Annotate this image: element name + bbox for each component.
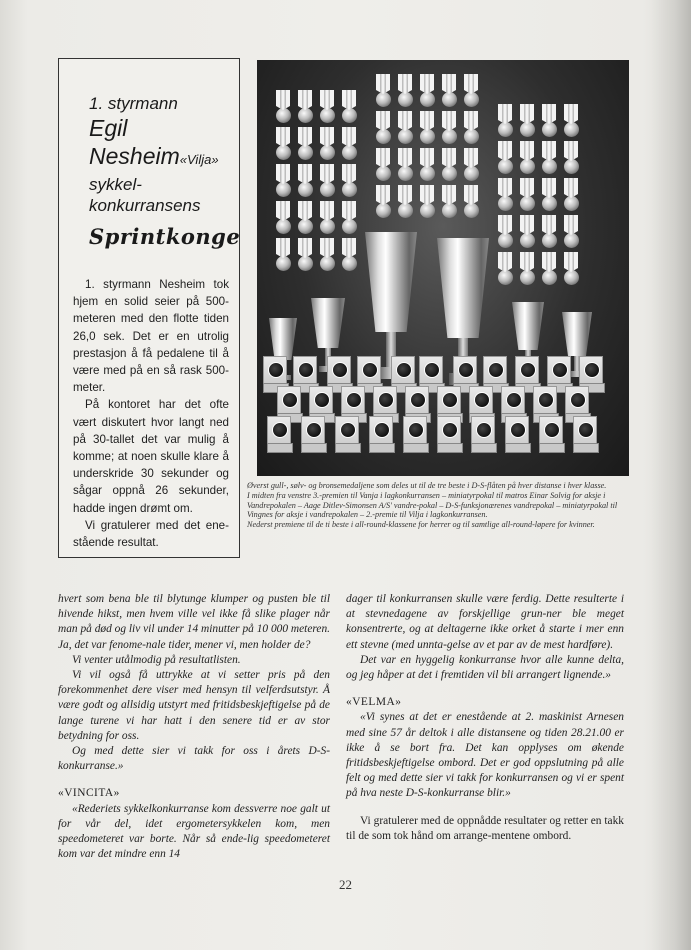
medal — [497, 141, 513, 174]
body-paragraph: «Vi synes at det er enestående at 2. maskinist Arnesen med sine 57 år deltok i alle distansene og tiden 28.21.00 er ikke å se bort fra. Det kan opplyses om økende fritidsbeskjeftigelse ombord. Det er god oppslutning på alle felt og med dette sier vi takk for konkurransen og vi er spent på hva neste D-S-konkurranse blir.» — [346, 711, 624, 800]
medal — [463, 185, 479, 218]
plaque — [403, 416, 427, 444]
left-column — [58, 592, 330, 862]
medal — [319, 127, 335, 160]
sidebar-paragraph: Vi gratulerer med det ene-stående resultat. — [73, 518, 229, 550]
plaque — [437, 416, 461, 444]
plaque — [277, 386, 301, 414]
trophies-photo — [257, 60, 629, 476]
medal — [419, 111, 435, 144]
medal — [319, 238, 335, 271]
medal — [319, 201, 335, 234]
medal — [541, 178, 557, 211]
medal — [341, 238, 357, 271]
body-paragraph: Vi venter utålmodig på resultatlisten. — [72, 653, 241, 666]
plaque — [391, 356, 415, 384]
body-paragraph: dager til konkurransen skulle være ferdig. Dette resulterte i at stevnedagene av forskjellige grun-ner ble meget konsentrerte, og at deltagerne ikke orket å starte i mer enn ett stevne (med unnta-gelse av et par av de mest hardføre). — [346, 593, 624, 651]
medal — [563, 104, 579, 137]
medal — [397, 148, 413, 181]
plaque — [369, 416, 393, 444]
right-column — [346, 592, 624, 844]
body-paragraph: «Rederiets sykkelkonkurranse kom dessverre noe galt ut for vår del, idet ergometersykkelen kom, men speedometeret var borte. Når så ende-lig speedometeret kom var det mindre enn 14 — [58, 802, 330, 861]
caption-line: Øverst gull-, sølv- og bronsemedaljene som deles ut til de tre beste i D-S-flåten på hver distanse i hver klasse. — [247, 481, 607, 490]
medal — [541, 252, 557, 285]
title-script: Sprintkonge — [89, 224, 241, 249]
sidebar-title — [89, 94, 239, 252]
medal — [563, 141, 579, 174]
medal — [441, 148, 457, 181]
plaque — [469, 386, 493, 414]
medal — [563, 178, 579, 211]
medal — [319, 90, 335, 123]
title-line-4: sykkel- — [89, 175, 142, 194]
title-line-5: konkurransens — [89, 196, 201, 215]
section-heading-velma: «VELMA» — [346, 696, 402, 709]
page-number: 22 — [339, 877, 352, 892]
medal — [275, 201, 291, 234]
medal — [375, 111, 391, 144]
title-line-1: 1. styrmann — [89, 94, 178, 113]
medal — [463, 111, 479, 144]
body-paragraph: Og med dette sier vi takk for oss i årets D-S-konkurranse.» — [58, 745, 330, 773]
plaque — [263, 356, 287, 384]
medal — [341, 164, 357, 197]
medal — [497, 215, 513, 248]
medal — [297, 127, 313, 160]
title-line-2: Egil — [89, 115, 128, 141]
medal — [541, 215, 557, 248]
plaque — [437, 386, 461, 414]
plaque — [419, 356, 443, 384]
medal — [563, 215, 579, 248]
body-paragraph: hvert som bena ble til blytunge klumper og pusten ble til hivende hikst, men hvem ville vel ikke få slike plager når man på død og liv vil under 14 minutter på 10 000 meteren. Ja, det var fenome-nale tider, mener vi, men holder de? — [58, 593, 330, 651]
medal — [441, 185, 457, 218]
medal — [375, 74, 391, 107]
medal — [375, 185, 391, 218]
medal — [441, 111, 457, 144]
plaque — [267, 416, 291, 444]
medal — [341, 201, 357, 234]
sidebar-paragraph: På kontoret har det ofte vært diskutert hvor langt ned på 30-tallet det var mulig å komme; at noen skulle klare å underskride 30 sekunder og sågar oppnå 26 sekunder, hadde ingen drømt om. — [73, 398, 229, 515]
medal — [419, 185, 435, 218]
plaque — [357, 356, 381, 384]
medal — [519, 104, 535, 137]
photo-caption — [247, 481, 635, 530]
plaque — [573, 416, 597, 444]
medal — [563, 252, 579, 285]
medal — [519, 215, 535, 248]
medal — [375, 148, 391, 181]
medal — [297, 164, 313, 197]
medal — [497, 104, 513, 137]
medal — [275, 238, 291, 271]
plaque — [539, 416, 563, 444]
plaque — [471, 416, 495, 444]
sidebar-body — [73, 276, 229, 551]
medal — [419, 148, 435, 181]
plaque — [453, 356, 477, 384]
page-edge-shadow — [651, 0, 691, 950]
sidebar-box — [58, 58, 240, 558]
title-name: Nesheim — [89, 143, 180, 169]
plaque — [373, 386, 397, 414]
medal — [497, 252, 513, 285]
plaque — [579, 356, 603, 384]
body-paragraph: Vi gratulerer med de oppnådde resultater og retter en takk til de som tok hånd om arrange-mentene ombord. — [346, 814, 624, 842]
plaque — [533, 386, 557, 414]
plaque — [335, 416, 359, 444]
body-paragraph: Det var en hyggelig konkurranse hvor alle kunne delta, og jeg håper at det i fremtiden vil bli arrangert lignende.» — [346, 653, 624, 682]
plaque — [341, 386, 365, 414]
plaque — [547, 356, 571, 384]
medal — [297, 90, 313, 123]
medal — [397, 74, 413, 107]
plaque — [309, 386, 333, 414]
medal — [519, 252, 535, 285]
section-heading-vincita: «VINCITA» — [58, 787, 120, 800]
medal — [441, 74, 457, 107]
plaque — [293, 356, 317, 384]
sidebar-paragraph: 1. styrmann Nesheim tok hjem en solid seier på 500-meteren med den flotte tiden 26,0 sek. Det er en utrolig prestasjon å få pedalene til å være med på en så rask 500-meter. — [73, 278, 229, 395]
medal — [541, 104, 557, 137]
plaque — [301, 416, 325, 444]
medal — [497, 178, 513, 211]
medal — [519, 178, 535, 211]
medal — [341, 127, 357, 160]
plaque — [565, 386, 589, 414]
medal — [519, 141, 535, 174]
plaque — [327, 356, 351, 384]
medal — [419, 74, 435, 107]
medal — [297, 201, 313, 234]
title-line-3 — [89, 142, 239, 174]
medal — [275, 164, 291, 197]
medal — [319, 164, 335, 197]
medal — [541, 141, 557, 174]
medal — [463, 148, 479, 181]
medal — [397, 185, 413, 218]
plaque — [483, 356, 507, 384]
caption-line: I midten fra venstre 3.-premien til Vanja i lagkonkurransen – miniatyrpokal til matros Einar Solvig for aksje i Vandrepokalen – Aage Ditlev-Simonsen A/S' vandre-pokal – D-S-funksjonærenes vandrepokal – miniatyrpokal til Vingnes for aksje i vandrepokalen – 2.-premie til Vilja i lagkonkurransen. — [247, 490, 618, 520]
plaque — [515, 356, 539, 384]
medal — [275, 127, 291, 160]
plaque — [505, 416, 529, 444]
medal — [341, 90, 357, 123]
medal — [463, 74, 479, 107]
medal — [397, 111, 413, 144]
caption-line: Nederst premiene til de ti beste i all-round-klassene for herrer og til samtlige all-round-løpere for kvinner. — [247, 520, 595, 530]
title-ship: «Vilja» — [179, 152, 219, 167]
medal — [297, 238, 313, 271]
body-paragraph: Vi vil også få uttrykke at vi setter pris på den forekommenhet dere viser med hensyn til velferdsutstyr. Å være godt og allsidig utstyrt med fritidsbeskjeftigelse på de lange turene vi har hatt i den senere tid er av stor betydning for oss. — [58, 669, 330, 742]
medal — [275, 90, 291, 123]
plaque — [501, 386, 525, 414]
plaque — [405, 386, 429, 414]
